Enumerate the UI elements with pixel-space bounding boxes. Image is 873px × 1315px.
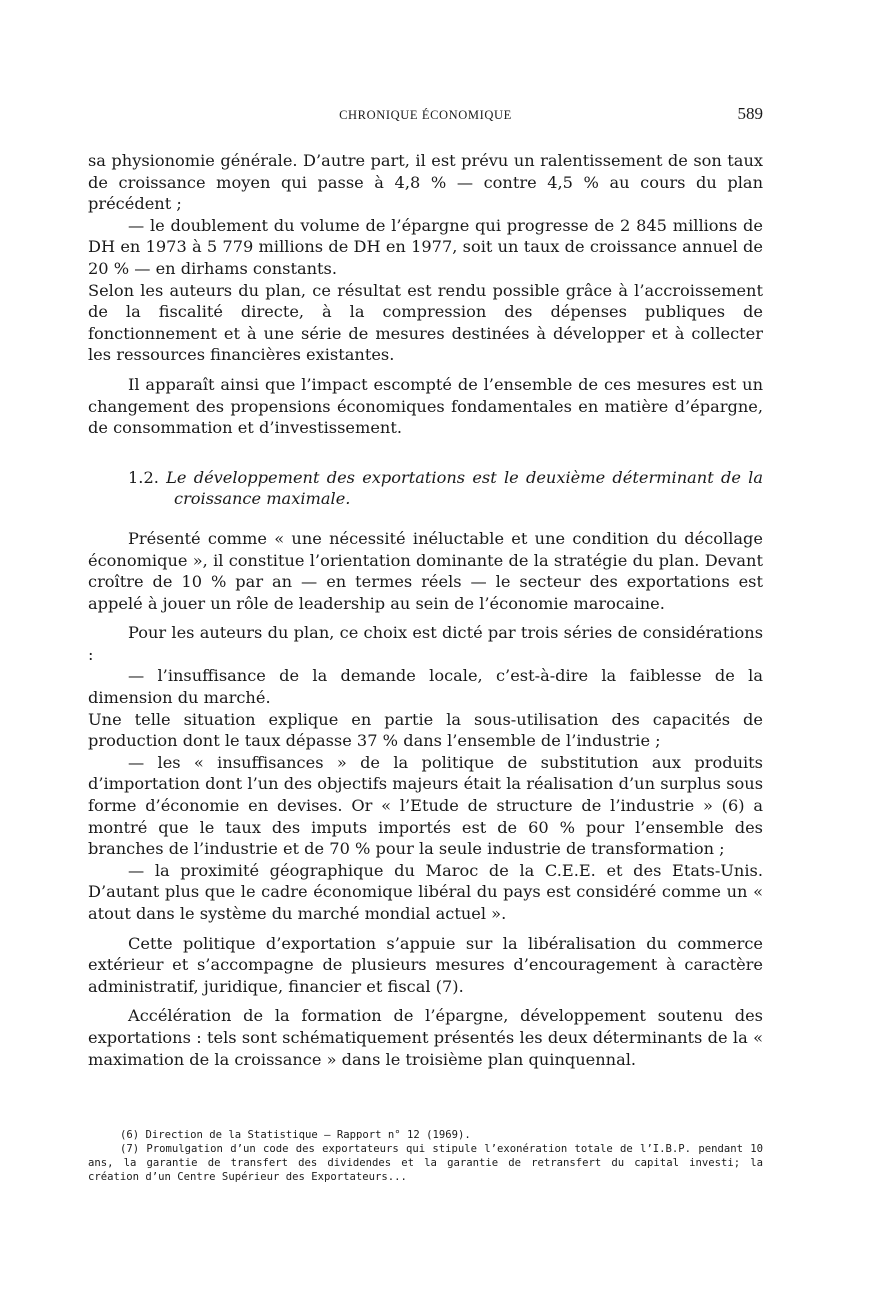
paragraph: Présenté comme « une nécessité inéluctable et une condition du décollage économique », il constitue l’orientation dominante de la stratégie du plan. Devant croître de 10 % par an — en termes réels — le secteur des exportations est appelé à jouer un rôle de leadership au sein de l’économie marocaine.	[88, 528, 763, 613]
paragraph: — les « insuffisances » de la politique de substitution aux produits d’importation dont l’un des objectifs majeurs était la réalisation d’un surplus sous forme d’économie en devises. Or « l’Etude de structure de l’industrie » (6) a montré que le taux des imputs importés est de 60 % pour l’ensemble des branches de l’industrie et de 70 % pour la seule industrie de transformation ;	[88, 752, 763, 859]
paragraph: Une telle situation explique en partie la sous-utilisation des capacités de production dont le taux dépasse 37 % dans l’ensemble de l’industrie ;	[88, 709, 763, 751]
paragraph: sa physionomie générale. D’autre part, il est prévu un ralentissement de son taux de croissance moyen qui passe à 4,8 % — contre 4,5 % au cours du plan précédent ;	[88, 151, 763, 214]
page-header	[88, 104, 763, 130]
running-title: CHRONIQUE ÉCONOMIQUE	[339, 108, 512, 122]
paragraph: — l’insuffisance de la demande locale, c’est-à-dire la faiblesse de la dimension du marché.	[88, 666, 763, 708]
paragraph: — la proximité géographique du Maroc de la C.E.E. et des Etats-Unis. D’autant plus que le cadre économique libéral du pays est considéré comme un « atout dans le système du marché mondial actuel ».	[88, 860, 763, 923]
paragraph: Selon les auteurs du plan, ce résultat est rendu possible grâce à l’accroissement de la fiscalité directe, à la compression des dépenses publiques de fonctionnement et à une série de mesures destinées à développer et à collecter les ressources financières existantes.	[88, 280, 763, 365]
paragraph: Il apparaît ainsi que l’impact escompté de l’ensemble de ces mesures est un changement des propensions économiques fondamentales en matière d’épargne, de consommation et d’investissement.	[88, 374, 763, 438]
page-number: 589	[737, 104, 763, 123]
footnotes	[88, 1128, 763, 1184]
footnote: (7) Promulgation d’un code des exportateurs qui stipule l’exonération totale de l’I.B.P. pendant 10 ans, la garantie de transfert des dividendes et la garantie de retransfert du capital investi; la création d’un Centre Supérieur des Exportateurs...	[88, 1143, 763, 1183]
paragraph: Accélération de la formation de l’épargne, développement soutenu des exportations : tels sont schématiquement présentés les deux déterminants de la « maximation de la croissance » dans le troisième plan quinquennal.	[88, 1006, 763, 1069]
section-number: 1.2.	[128, 467, 159, 487]
paragraph: Cette politique d’exportation s’appuie sur la libéralisation du commerce extérieur et s’accompagne de plusieurs mesures d’encouragement à caractère administratif, juridique, financier et fiscal (7).	[88, 933, 763, 996]
body-text	[88, 150, 763, 1070]
section-heading	[88, 467, 763, 510]
footnote: (6) Direction de la Statistique — Rapport n° 12 (1969).	[120, 1129, 471, 1141]
paragraph: Pour les auteurs du plan, ce choix est dicté par trois séries de considérations :	[88, 623, 763, 664]
section-title: Le développement des exportations est le deuxième déterminant de la croissance maximale.	[166, 467, 763, 509]
paragraph: — le doublement du volume de l’épargne qui progresse de 2 845 millions de DH en 1973 à 5 779 millions de DH en 1977, soit un taux de croissance annuel de 20 % — en dirhams constants.	[88, 215, 763, 278]
